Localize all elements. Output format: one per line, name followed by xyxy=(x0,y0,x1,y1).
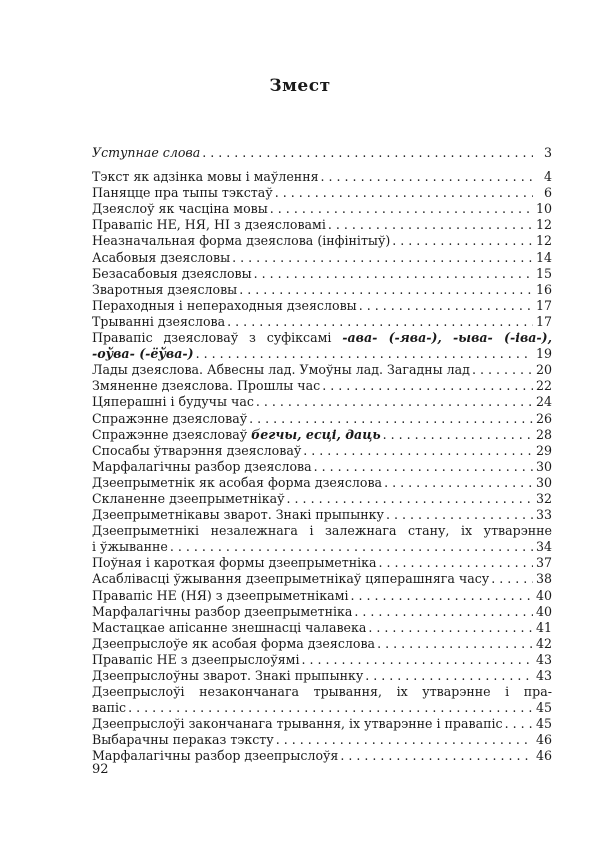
toc-entry-page: 6 xyxy=(543,185,552,201)
dot-leader xyxy=(491,571,533,587)
toc-entry-page: 37 xyxy=(535,555,552,571)
toc-entry[interactable] xyxy=(92,748,552,764)
toc-entry[interactable] xyxy=(92,233,552,249)
toc-entry-last-line xyxy=(92,700,552,716)
dot-leader xyxy=(368,620,533,636)
dot-leader xyxy=(276,732,533,748)
toc-entry-page: 46 xyxy=(535,732,552,748)
toc-entry-title: Дзеепрыслоўі незакончанага трывання, іх утварэнне і пра- xyxy=(92,684,552,700)
toc-entry-suffixes: -ава- (-ява-), -ыва- (-іва-), xyxy=(342,330,552,346)
toc-entry-title-continued: вапіс xyxy=(92,700,127,716)
toc-entry-page: 24 xyxy=(535,394,552,410)
toc-entry-title-plain: Спражэнне дзеясловаў xyxy=(92,426,252,442)
toc-entry-page: 12 xyxy=(535,217,552,233)
page-number: 92 xyxy=(92,762,109,777)
toc-entry-title: Правапіс дзеясловаў з суфіксамі xyxy=(92,330,343,346)
dot-leader xyxy=(254,266,533,282)
toc-entry-page: 4 xyxy=(543,169,552,185)
toc-entry-title-bold: бегчы, есці, даць xyxy=(251,426,381,442)
toc-entry-page: 20 xyxy=(535,362,552,378)
toc-entry-page: 14 xyxy=(535,249,552,265)
dot-leader xyxy=(256,394,533,410)
toc-entry[interactable] xyxy=(92,427,552,443)
toc-entry-title: Правапіс НЕ, НЯ, НІ з дзеясловамі xyxy=(92,217,326,233)
dot-leader xyxy=(351,588,533,604)
dot-leader xyxy=(377,636,533,652)
dot-leader xyxy=(472,362,533,378)
toc-entry-page: 34 xyxy=(535,539,552,555)
toc-entry-title: Пераходныя і непераходныя дзеясловы xyxy=(92,297,357,313)
toc-entry-title: Спосабы ўтварэння дзеясловаў xyxy=(92,442,302,458)
toc-entry-title: Выбарачны пераказ тэксту xyxy=(92,732,274,748)
toc-entry[interactable] xyxy=(92,636,552,652)
toc-entry[interactable] xyxy=(92,668,552,684)
toc-entry[interactable] xyxy=(92,652,552,668)
toc-entry[interactable] xyxy=(92,298,552,314)
toc-entry[interactable] xyxy=(92,217,552,233)
toc-entry-intro[interactable] xyxy=(92,145,552,161)
dot-leader xyxy=(322,378,533,394)
toc-entry-page: 38 xyxy=(535,571,552,587)
toc-entry-page: 32 xyxy=(535,490,552,506)
toc-entry-title: Поўная і кароткая формы дзеепрыметніка xyxy=(92,555,377,571)
spacer xyxy=(92,161,552,169)
toc-entry-first-line xyxy=(92,330,552,346)
toc-entry-page: 33 xyxy=(535,507,552,523)
toc-entry-title: Спражэнне дзеясловаў xyxy=(92,410,248,426)
dot-leader xyxy=(379,555,533,571)
toc-entry-page: 26 xyxy=(535,410,552,426)
dot-leader xyxy=(365,668,533,684)
toc-entry-title xyxy=(92,427,383,443)
toc-entry-page: 3 xyxy=(543,145,552,160)
toc-entry[interactable] xyxy=(92,475,552,491)
dot-leader xyxy=(302,652,533,668)
toc-entry-page: 41 xyxy=(535,619,552,635)
toc-entry-title: Тэкст як адзінка мовы і маўлення xyxy=(92,169,319,185)
toc-entry[interactable] xyxy=(92,330,552,362)
dot-leader xyxy=(303,443,533,459)
dot-leader xyxy=(314,459,533,475)
toc-entry-page: 46 xyxy=(535,748,552,764)
toc-entry-title: Цяперашні і будучы час xyxy=(92,394,254,410)
toc-entry-title: Змяненне дзеяслова. Прошлы час xyxy=(92,378,321,394)
dot-leader xyxy=(128,700,533,716)
toc-entry-title: Дзеепрыслоўны зварот. Знакі прыпынку xyxy=(92,668,364,683)
toc-entry-page: 45 xyxy=(535,700,552,716)
toc-entry-page: 15 xyxy=(535,265,552,281)
dot-leader xyxy=(321,169,533,185)
toc-entry-title: Дзеепрыметнік як асобая форма дзеяслова xyxy=(92,474,383,490)
toc-entry-title: Паняцце пра тыпы тэкстаў xyxy=(92,185,273,201)
dot-leader xyxy=(275,185,533,201)
dot-leader xyxy=(287,491,533,507)
toc-entry-title: Дзеепрыметнікавы зварот. Знакі прыпынку xyxy=(92,507,384,523)
toc-entry-title: Асаблівасці ўжывання дзеепрыметнікаў цяперашняга часу xyxy=(92,571,490,587)
toc-entry-page: 29 xyxy=(535,442,552,458)
toc-entry-title: Марфалагічны разбор дзеяслова xyxy=(92,458,312,474)
dot-leader xyxy=(170,539,533,555)
dot-leader xyxy=(239,282,533,298)
toc-entry-title: Марфалагічны разбор дзеепрыслоўя xyxy=(92,748,339,764)
toc-entry[interactable] xyxy=(92,684,552,716)
toc-entry[interactable] xyxy=(92,732,552,748)
dot-leader xyxy=(340,748,533,764)
toc-entry[interactable] xyxy=(92,604,552,620)
toc-entry-page: 12 xyxy=(535,233,552,249)
toc-entry[interactable] xyxy=(92,282,552,298)
toc-entry-title: Зваротныя дзеясловы xyxy=(92,281,238,297)
toc-entry-title: Дзеепрыслоўе як асобая форма дзеяслова xyxy=(92,635,376,651)
toc-entry-page: 16 xyxy=(535,281,552,297)
page-title: Змест xyxy=(269,76,331,96)
toc-entry-last-line xyxy=(92,346,552,362)
toc-entry-title: Дзеяслоў як часціна мовы xyxy=(92,201,268,217)
toc-entry-page: 43 xyxy=(535,651,552,667)
toc-entry-page: 17 xyxy=(535,297,552,313)
dot-leader xyxy=(328,217,533,233)
toc-entry-suffixes: -оўва- (-ёўва-) xyxy=(92,346,194,362)
toc-entry[interactable] xyxy=(92,588,552,604)
toc-entry[interactable] xyxy=(92,459,552,475)
dot-leader xyxy=(270,201,533,217)
toc-entry[interactable] xyxy=(92,411,552,427)
toc-entry[interactable] xyxy=(92,443,552,459)
toc-entry-title: Дзеепрыметнікі незалежнага і залежнага стану, іх утварэнне xyxy=(92,523,552,539)
dot-leader xyxy=(202,145,533,161)
toc-entry-title: Безасабовыя дзеясловы xyxy=(92,265,252,281)
toc-entry[interactable] xyxy=(92,250,552,266)
toc-entry-page: 45 xyxy=(535,716,552,732)
toc-entry-title: Марфалагічны разбор дзеепрыметніка xyxy=(92,603,353,619)
dot-leader xyxy=(196,346,533,362)
toc-entry[interactable] xyxy=(92,169,552,185)
table-of-contents xyxy=(92,145,552,765)
toc-entry[interactable] xyxy=(92,620,552,636)
toc-entry-page: 30 xyxy=(535,458,552,474)
toc-entry-page: 42 xyxy=(535,635,552,651)
dot-leader xyxy=(384,475,533,491)
dot-leader xyxy=(383,427,533,443)
toc-entry-page: 40 xyxy=(535,603,552,619)
dot-leader xyxy=(249,411,533,427)
toc-entry[interactable] xyxy=(92,555,552,571)
toc-entry-title: Скланенне дзеепрыметнікаў xyxy=(92,490,285,506)
toc-entry[interactable] xyxy=(92,266,552,282)
toc-entry[interactable] xyxy=(92,314,552,330)
toc-entry-title: Правапіс НЕ (НЯ) з дзеепрыметнікамі xyxy=(92,587,349,603)
toc-entry-title: Уступнае слова xyxy=(92,145,201,160)
toc-entry-page: 28 xyxy=(535,426,552,442)
toc-entry-page: 19 xyxy=(535,346,552,362)
toc-entry-page: 40 xyxy=(535,587,552,603)
toc-entry-title: Трыванні дзеяслова xyxy=(92,313,226,329)
toc-entry[interactable] xyxy=(92,362,552,378)
toc-entry-title: Мастацкае апісанне знешнасці чалавека xyxy=(92,619,367,635)
toc-entry[interactable] xyxy=(92,201,552,217)
toc-entry[interactable] xyxy=(92,507,552,523)
toc-entry-title: Правапіс НЕ з дзеепрыслоўямі xyxy=(92,651,300,667)
toc-entry[interactable] xyxy=(92,491,552,507)
toc-entry-page: 22 xyxy=(535,378,552,394)
dot-leader xyxy=(505,716,533,732)
dot-leader xyxy=(227,314,533,330)
dot-leader xyxy=(386,507,533,523)
toc-entry[interactable] xyxy=(92,394,552,410)
toc-entry-title-continued: і ўжыванне xyxy=(92,539,168,555)
toc-entry-page: 43 xyxy=(535,668,552,683)
dot-leader xyxy=(392,233,533,249)
dot-leader xyxy=(359,298,533,314)
toc-entry-title: Неазначальная форма дзеяслова (інфінітыў) xyxy=(92,233,391,249)
toc-entry-title: Асабовыя дзеясловы xyxy=(92,249,231,265)
toc-entry[interactable] xyxy=(92,716,552,732)
toc-entry-page: 30 xyxy=(535,474,552,490)
toc-entry-page: 10 xyxy=(535,201,552,217)
dot-leader xyxy=(354,604,533,620)
toc-entry[interactable] xyxy=(92,571,552,587)
toc-list xyxy=(92,169,552,764)
toc-entry[interactable] xyxy=(92,378,552,394)
toc-entry[interactable] xyxy=(92,523,552,555)
toc-entry-last-line xyxy=(92,539,552,555)
toc-entry-title: Лады дзеяслова. Абвесны лад. Умоўны лад. Загадны лад xyxy=(92,362,470,378)
dot-leader xyxy=(232,250,533,266)
toc-entry-page: 17 xyxy=(535,313,552,329)
toc-entry-title: Дзеепрыслоўі закончанага трывання, іх утварэнне і правапіс xyxy=(92,716,503,732)
toc-entry[interactable] xyxy=(92,185,552,201)
